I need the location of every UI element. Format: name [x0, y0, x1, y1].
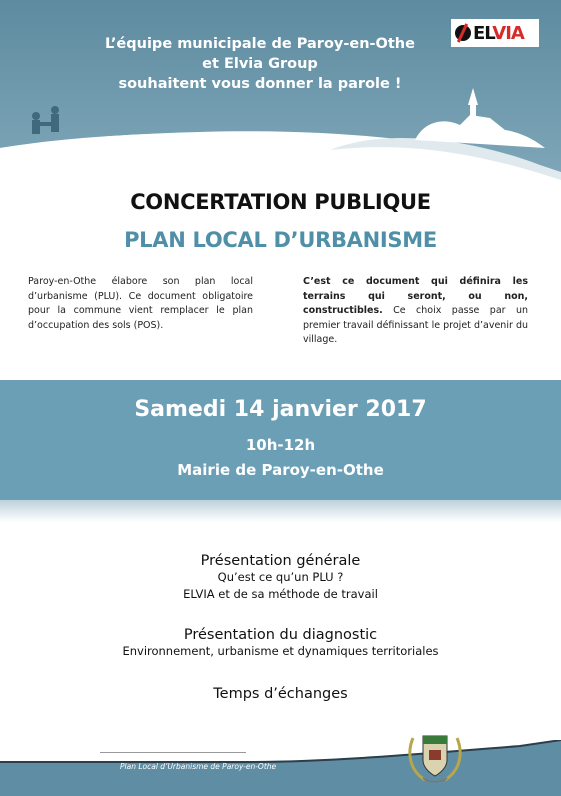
header-line-1: L’équipe municipale de Paroy-en-Othe	[105, 36, 415, 52]
agenda-heading: Présentation générale	[200, 553, 361, 569]
logo-text-via: VIA	[492, 22, 524, 44]
agenda-item: ELVIA et de sa méthode de travail	[183, 587, 378, 601]
header-line-3: souhaitent vous donner la parole !	[118, 76, 402, 92]
page-subtitle: PLAN LOCAL D’URBANISME	[124, 228, 437, 252]
event-date: Samedi 14 janvier 2017	[134, 397, 427, 422]
town-crest-icon	[405, 726, 465, 786]
agenda-section-diagnostic	[0, 627, 561, 660]
intro-right-rest: Ce choix passe par un premier travail définissant le projet d’avenir du village.	[303, 305, 528, 345]
logo-text-el: EL	[473, 22, 493, 44]
elvia-logo-icon	[455, 25, 471, 41]
event-place: Mairie de Paroy-en-Othe	[177, 461, 384, 479]
agenda-section-exchanges	[0, 686, 561, 702]
footer-rule	[100, 752, 246, 753]
footer-caption: Plan Local d’Urbanisme de Paroy-en-Othe	[120, 762, 277, 771]
intro-left-paragraph: Paroy-en-Othe élabore son plan local d’urbanisme (PLU). Ce document obligatoire pour la commune vient remplacer le plan d’occupation des sols (POS).	[28, 276, 253, 331]
header-message	[40, 34, 480, 94]
elvia-logo	[451, 19, 539, 47]
agenda-item: Environnement, urbanisme et dynamiques territoriales	[122, 644, 439, 658]
intro-right-paragraph	[303, 275, 528, 348]
agenda-heading: Temps d’échanges	[213, 686, 348, 702]
agenda-section-general	[0, 553, 561, 603]
intro-right-emphasis: C’est ce document qui définira les terrains qui seront, ou non, constructibles.	[303, 276, 528, 316]
header-line-2: et Elvia Group	[202, 56, 318, 72]
footer-wave	[0, 740, 561, 796]
agenda-item: Qu’est ce qu’un PLU ?	[217, 570, 344, 584]
agenda-heading: Présentation du diagnostic	[183, 627, 378, 643]
event-band-shadow	[0, 500, 561, 522]
event-time: 10h-12h	[245, 436, 316, 454]
page-title: CONCERTATION PUBLIQUE	[130, 190, 431, 214]
